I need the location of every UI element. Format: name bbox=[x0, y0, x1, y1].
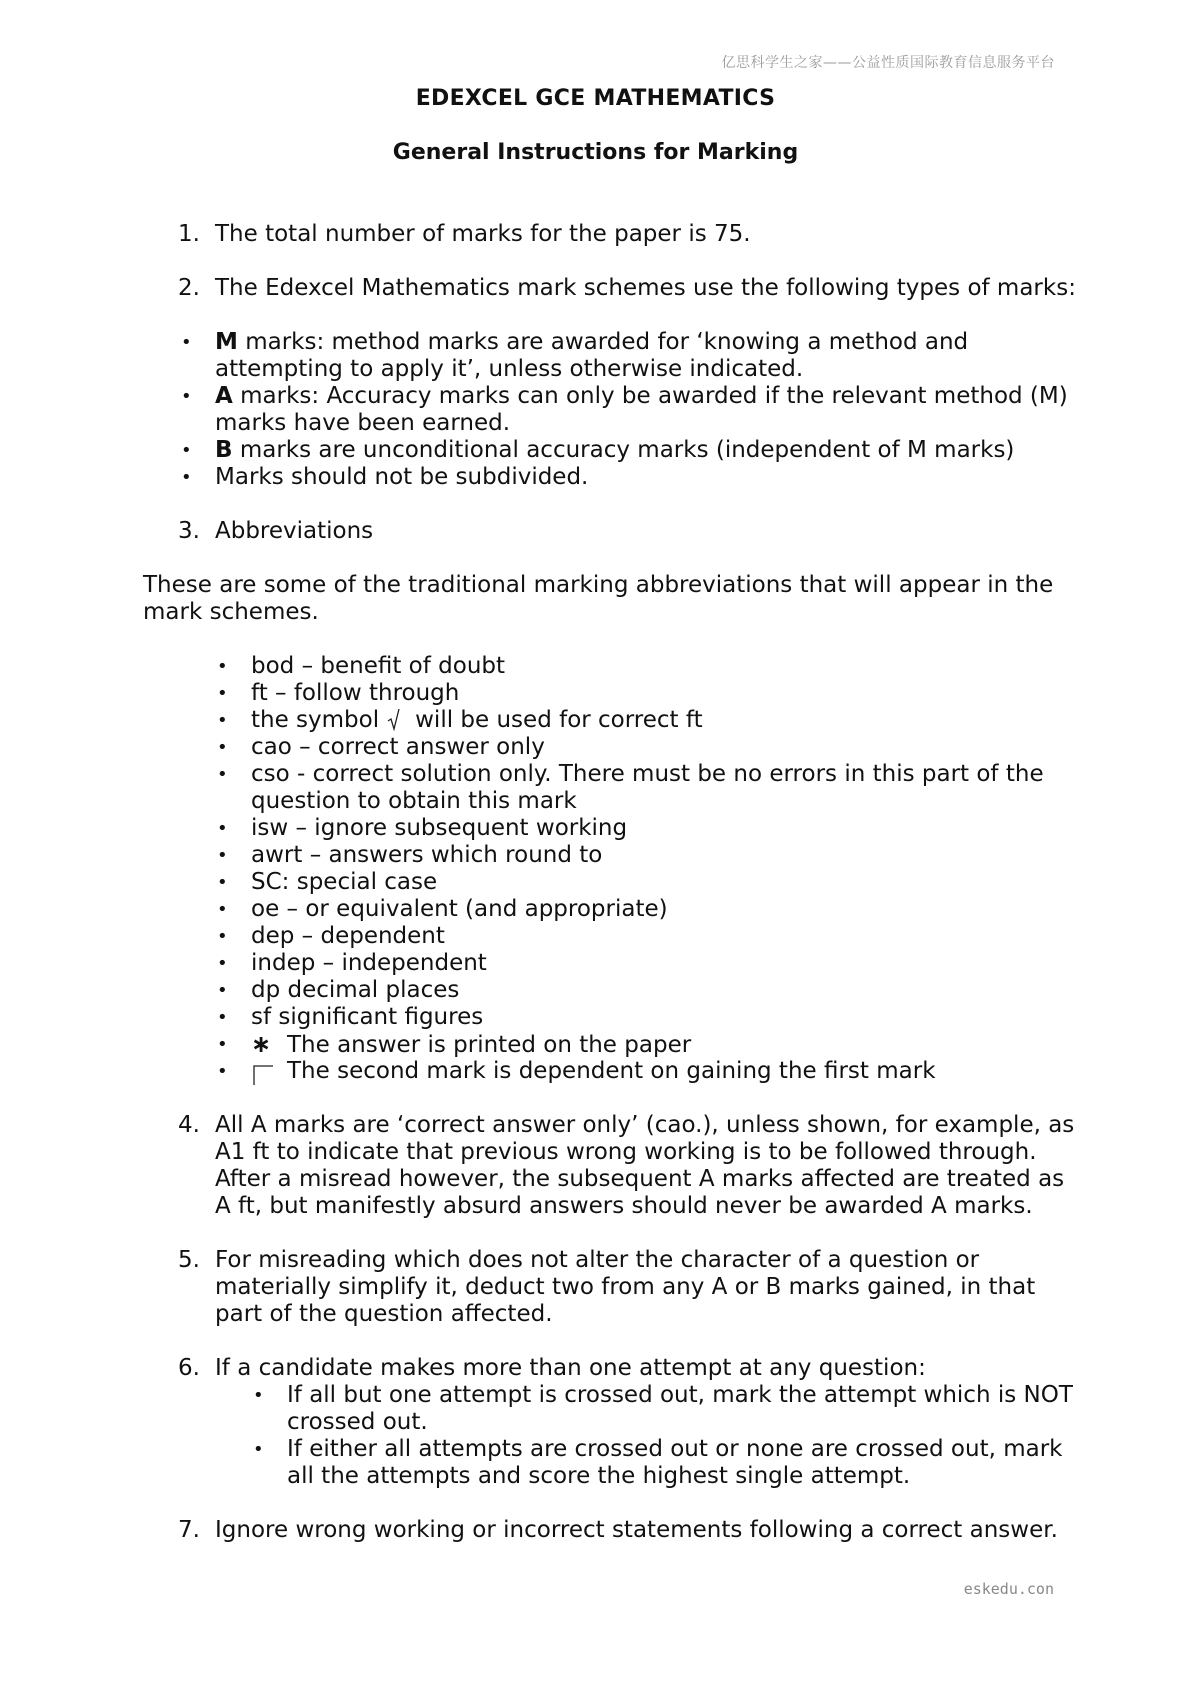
item-2-text: The Edexcel Mathematics mark schemes use the following types of marks: bbox=[215, 275, 1076, 301]
bullet-dot: • bbox=[217, 710, 228, 731]
abbr-oe-text: oe – or equivalent (and appropriate) bbox=[251, 896, 668, 922]
b-marks-line1 bbox=[215, 437, 1014, 464]
abbr-cso-line2: question to obtain this mark bbox=[251, 788, 577, 814]
m-label: M bbox=[215, 329, 238, 355]
m-marks-line1 bbox=[215, 329, 968, 356]
item-7-text: Ignore wrong working or incorrect statements following a correct answer. bbox=[215, 1517, 1058, 1543]
a-label: A bbox=[215, 383, 233, 409]
m-marks-line2: attempting to apply it’, unless otherwise indicated. bbox=[215, 356, 804, 382]
bullet-dot: • bbox=[217, 1034, 228, 1055]
abbr-isw-text: isw – ignore subsequent working bbox=[251, 815, 628, 841]
item-3-text: Abbreviations bbox=[215, 518, 374, 544]
b-label: B bbox=[215, 437, 233, 463]
item-6-bullet-2-line2: all the attempts and score the highest single attempt. bbox=[287, 1463, 911, 1489]
item-number: 1. bbox=[178, 221, 200, 247]
item-4-line3: After a misread however, the subsequent A marks affected are treated as bbox=[215, 1166, 1065, 1192]
abbr-symbol-text bbox=[251, 707, 703, 734]
bullet-dot: • bbox=[181, 467, 192, 488]
page-subtitle: General Instructions for Marking bbox=[392, 140, 799, 165]
symbol-pre-text: the symbol bbox=[251, 707, 380, 733]
bullet-dot: • bbox=[217, 683, 228, 704]
footer-watermark: eskedu.con bbox=[963, 1580, 1054, 1598]
page-title: EDEXCEL GCE MATHEMATICS bbox=[415, 86, 776, 111]
a-marks-line1 bbox=[215, 383, 1068, 410]
abbr-dep-text: dep – dependent bbox=[251, 923, 445, 949]
bullet-dot: • bbox=[253, 1439, 264, 1460]
bullet-dot: • bbox=[217, 926, 228, 947]
dependency-bracket-icon bbox=[251, 1058, 287, 1085]
check-root-icon bbox=[379, 707, 415, 734]
bullet-dot: • bbox=[217, 953, 228, 974]
bullet-dot: • bbox=[217, 1061, 228, 1082]
bullet-dot: • bbox=[181, 332, 192, 353]
bullet-dot: • bbox=[217, 872, 228, 893]
item-5-line2: materially simplify it, deduct two from any A or B marks gained, in that bbox=[215, 1274, 1036, 1300]
watermark-text: 亿思科学生之家——公益性质国际教育信息服务平台 bbox=[721, 55, 1055, 71]
abbr-indep-text: indep – independent bbox=[251, 950, 487, 976]
abbr-bod-text: bod – benefit of doubt bbox=[251, 653, 506, 679]
abbr-awrt-text: awrt – answers which round to bbox=[251, 842, 603, 868]
bullet-dot: • bbox=[217, 845, 228, 866]
subdivided-text: Marks should not be subdivided. bbox=[215, 464, 589, 490]
bullet-dot: • bbox=[217, 737, 228, 758]
bullet-dot: • bbox=[217, 764, 228, 785]
bullet-dot: • bbox=[217, 1007, 228, 1028]
abbr-sf-text: sf significant figures bbox=[251, 1004, 484, 1030]
abbr-ft-text: ft – follow through bbox=[251, 680, 460, 706]
bracket-desc: The second mark is dependent on gaining the first mark bbox=[287, 1058, 936, 1084]
item-4-line1: All A marks are ‘correct answer only’ (cao.), unless shown, for example, as bbox=[215, 1112, 1075, 1138]
item-number: 2. bbox=[178, 275, 200, 301]
intro-line-1: These are some of the traditional marking abbreviations that will appear in the bbox=[143, 572, 1054, 598]
item-1-text: The total number of marks for the paper is 75. bbox=[215, 221, 751, 247]
bullet-dot: • bbox=[181, 440, 192, 461]
bullet-dot: • bbox=[217, 818, 228, 839]
star-desc: The answer is printed on the paper bbox=[287, 1032, 692, 1058]
a-marks-line2: marks have been earned. bbox=[215, 410, 511, 436]
item-5-line1: For misreading which does not alter the character of a question or bbox=[215, 1247, 980, 1273]
abbr-cao-text: cao – correct answer only bbox=[251, 734, 545, 760]
item-4-line2: A1 ft to indicate that previous wrong working is to be followed through. bbox=[215, 1139, 1037, 1165]
item-number: 5. bbox=[178, 1247, 200, 1273]
bullet-dot: • bbox=[181, 386, 192, 407]
symbol-post-text: will be used for correct ft bbox=[415, 707, 703, 733]
item-4-line4: A ft, but manifestly absurd answers should never be awarded A marks. bbox=[215, 1193, 1033, 1219]
item-6-line1: If a candidate makes more than one attempt at any question: bbox=[215, 1355, 926, 1381]
a-marks-text: marks: Accuracy marks can only be awarded if the relevant method (M) bbox=[232, 383, 1068, 409]
item-number: 3. bbox=[178, 518, 200, 544]
bullet-dot: • bbox=[217, 656, 228, 677]
abbr-sc-text: SC: special case bbox=[251, 869, 438, 895]
item-6-bullet-2-line1: If either all attempts are crossed out or none are crossed out, mark bbox=[287, 1436, 1063, 1462]
abbr-cso-line1: cso - correct solution only. There must be no errors in this part of the bbox=[251, 761, 1044, 787]
item-number: 4. bbox=[178, 1112, 200, 1138]
abbr-bracket-text bbox=[251, 1058, 936, 1085]
item-5-line3: part of the question affected. bbox=[215, 1301, 553, 1327]
bullet-dot: • bbox=[217, 899, 228, 920]
item-6-bullet-1-line1: If all but one attempt is crossed out, mark the attempt which is NOT bbox=[287, 1382, 1073, 1408]
item-6-bullet-1-line2: crossed out. bbox=[287, 1409, 428, 1435]
bullet-dot: • bbox=[217, 980, 228, 1001]
b-marks-text: marks are unconditional accuracy marks (independent of M marks) bbox=[232, 437, 1015, 463]
abbr-dp-text: dp decimal places bbox=[251, 977, 460, 1003]
bullet-dot: • bbox=[253, 1385, 264, 1406]
abbr-star-text bbox=[251, 1031, 691, 1059]
asterisk-icon: ∗ bbox=[251, 1030, 272, 1058]
item-number: 6. bbox=[178, 1355, 200, 1381]
intro-line-2: mark schemes. bbox=[143, 599, 319, 625]
m-marks-text: marks: method marks are awarded for ‘knowing a method and bbox=[237, 329, 969, 355]
item-number: 7. bbox=[178, 1517, 200, 1543]
